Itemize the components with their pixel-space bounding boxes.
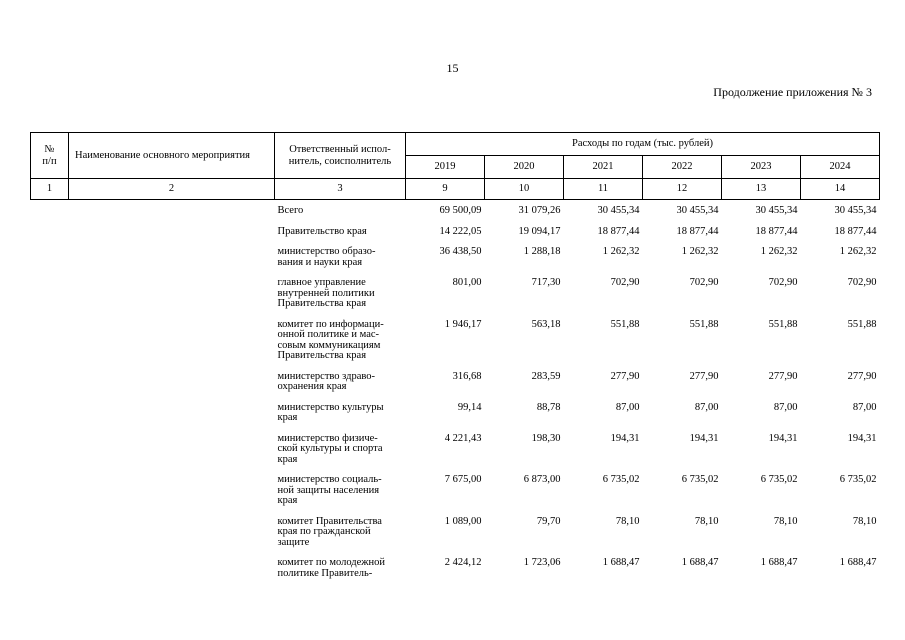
- value-cell: 6 735,02: [602, 474, 640, 485]
- value-cell: 1 723,06: [523, 557, 561, 568]
- value-cell: 30 455,34: [834, 205, 877, 216]
- table-row: [31, 320, 880, 372]
- value-cell: 277,90: [768, 370, 798, 382]
- value-cell: 277,90: [689, 370, 719, 382]
- value-cell: 1 089,00: [444, 515, 482, 527]
- value-cell: 18 877,44: [676, 225, 719, 237]
- value-cell: 18 877,44: [834, 225, 877, 237]
- value-cell: 1 688,47: [681, 557, 719, 568]
- value-cell: 1 688,47: [839, 557, 877, 568]
- value-cell: 1 262,32: [602, 246, 640, 257]
- responsible-cell: Всего: [277, 205, 304, 216]
- column-number: 14: [801, 179, 880, 200]
- value-cell: 551,88: [689, 318, 719, 330]
- row-number-cell: [31, 372, 69, 403]
- responsible-cell: главное управление внутренней политики Правительства края: [277, 277, 375, 309]
- value-cell: 87,00: [694, 401, 719, 413]
- row-number-cell: [31, 278, 69, 320]
- responsible-cell: комитет Правительства края по гражданской защите: [277, 515, 382, 548]
- value-cell: 79,70: [536, 515, 561, 527]
- table-row: [31, 558, 880, 589]
- header-expenses: Расходы по годам (тыс. рублей): [406, 133, 880, 156]
- value-cell: 717,30: [531, 277, 561, 288]
- value-cell: 316,68: [452, 370, 482, 382]
- value-cell: 194,31: [768, 432, 798, 444]
- responsible-cell: Правительство края: [277, 225, 367, 237]
- column-number: 10: [485, 179, 564, 200]
- column-number: 11: [564, 179, 643, 200]
- value-cell: 4 221,43: [444, 432, 482, 444]
- table-row: [31, 200, 880, 227]
- row-name-cell: [69, 558, 275, 589]
- row-number-cell: [31, 227, 69, 248]
- value-cell: 1 262,32: [839, 246, 877, 257]
- column-number: 13: [722, 179, 801, 200]
- header-year: 2022: [643, 156, 722, 179]
- value-cell: 702,90: [847, 277, 877, 288]
- value-cell: 1 262,32: [760, 246, 798, 257]
- header-name: Наименование основного мероприятия: [69, 133, 275, 179]
- value-cell: 277,90: [610, 370, 640, 382]
- value-cell: 7 675,00: [444, 474, 482, 485]
- column-number: 9: [406, 179, 485, 200]
- responsible-cell: министерство здраво- охранения края: [277, 370, 376, 392]
- header-year: 2021: [564, 156, 643, 179]
- responsible-cell: комитет по информаци- онной политике и мас- совым коммуникациям Правительства края: [277, 318, 384, 361]
- row-name-cell: [69, 517, 275, 559]
- table-row: [31, 475, 880, 517]
- responsible-cell: министерство образо- вания и науки края: [277, 246, 376, 268]
- continuation-title: Продолжение приложения № 3: [713, 85, 872, 99]
- column-number: 12: [643, 179, 722, 200]
- value-cell: 1 688,47: [602, 557, 640, 568]
- value-cell: 18 877,44: [597, 225, 640, 237]
- value-cell: 14 222,05: [439, 225, 482, 237]
- header-year: 2019: [406, 156, 485, 179]
- responsible-cell: комитет по молодежной политике Правитель-: [277, 557, 386, 579]
- row-number-cell: [31, 403, 69, 434]
- value-cell: 30 455,34: [597, 205, 640, 216]
- value-cell: 551,88: [768, 318, 798, 330]
- value-cell: 194,31: [610, 432, 640, 444]
- header-year: 2024: [801, 156, 880, 179]
- value-cell: 6 735,02: [839, 474, 877, 485]
- value-cell: 18 877,44: [755, 225, 798, 237]
- value-cell: 78,10: [615, 515, 640, 527]
- row-number-cell: [31, 200, 69, 227]
- table-body: [31, 200, 880, 590]
- value-cell: 551,88: [847, 318, 877, 330]
- row-number-cell: [31, 558, 69, 589]
- value-cell: 78,10: [694, 515, 719, 527]
- responsible-cell: министерство физиче- ской культуры и спорта края: [277, 432, 383, 465]
- value-cell: 19 094,17: [518, 225, 561, 237]
- table-row: [31, 372, 880, 403]
- row-number-cell: [31, 517, 69, 559]
- table-row: [31, 247, 880, 278]
- row-name-cell: [69, 200, 275, 227]
- value-cell: 283,59: [531, 370, 561, 382]
- responsible-cell: министерство социаль- ной защиты населения края: [277, 474, 382, 506]
- table-header: [31, 133, 880, 200]
- value-cell: 551,88: [610, 318, 640, 330]
- value-cell: 194,31: [689, 432, 719, 444]
- value-cell: 87,00: [615, 401, 640, 413]
- column-number: 1: [31, 179, 69, 200]
- value-cell: 702,90: [610, 277, 640, 288]
- value-cell: 702,90: [689, 277, 719, 288]
- expenses-table: [30, 132, 880, 589]
- value-cell: 563,18: [531, 318, 561, 330]
- page-number: 15: [446, 61, 459, 75]
- row-number-cell: [31, 247, 69, 278]
- value-cell: 2 424,12: [444, 557, 482, 568]
- value-cell: 1 946,17: [444, 318, 482, 330]
- row-number-cell: [31, 320, 69, 372]
- header-year: 2020: [485, 156, 564, 179]
- table-row: [31, 517, 880, 559]
- row-name-cell: [69, 403, 275, 434]
- value-cell: 198,30: [531, 432, 561, 444]
- row-name-cell: [69, 320, 275, 372]
- row-name-cell: [69, 247, 275, 278]
- row-number-cell: [31, 434, 69, 476]
- value-cell: 88,78: [536, 401, 561, 413]
- value-cell: 30 455,34: [755, 205, 798, 216]
- value-cell: 87,00: [852, 401, 877, 413]
- value-cell: 1 688,47: [760, 557, 798, 568]
- header-responsible: Ответственный испол- нитель, соисполнитель: [275, 133, 406, 179]
- value-cell: 1 262,32: [681, 246, 719, 257]
- value-cell: 6 873,00: [523, 474, 561, 485]
- value-cell: 277,90: [847, 370, 877, 382]
- row-name-cell: [69, 278, 275, 320]
- value-cell: 30 455,34: [676, 205, 719, 216]
- column-number: 2: [69, 179, 275, 200]
- header-year: 2023: [722, 156, 801, 179]
- value-cell: 99,14: [457, 401, 482, 413]
- row-name-cell: [69, 372, 275, 403]
- value-cell: 31 079,26: [518, 205, 561, 216]
- value-cell: 1 288,18: [523, 246, 561, 257]
- value-cell: 69 500,09: [439, 205, 482, 216]
- row-name-cell: [69, 475, 275, 517]
- row-name-cell: [69, 227, 275, 248]
- value-cell: 36 438,50: [439, 246, 482, 257]
- value-cell: 78,10: [773, 515, 798, 527]
- column-number: 3: [275, 179, 406, 200]
- value-cell: 78,10: [852, 515, 877, 527]
- value-cell: 87,00: [773, 401, 798, 413]
- table-row: [31, 278, 880, 320]
- table-row: [31, 434, 880, 476]
- value-cell: 801,00: [452, 277, 482, 288]
- value-cell: 6 735,02: [681, 474, 719, 485]
- row-name-cell: [69, 434, 275, 476]
- table-row: [31, 403, 880, 434]
- header-num: № п/п: [31, 133, 69, 179]
- value-cell: 194,31: [847, 432, 877, 444]
- responsible-cell: министерство культуры края: [277, 401, 384, 423]
- row-number-cell: [31, 475, 69, 517]
- table-row: [31, 227, 880, 248]
- value-cell: 6 735,02: [760, 474, 798, 485]
- value-cell: 702,90: [768, 277, 798, 288]
